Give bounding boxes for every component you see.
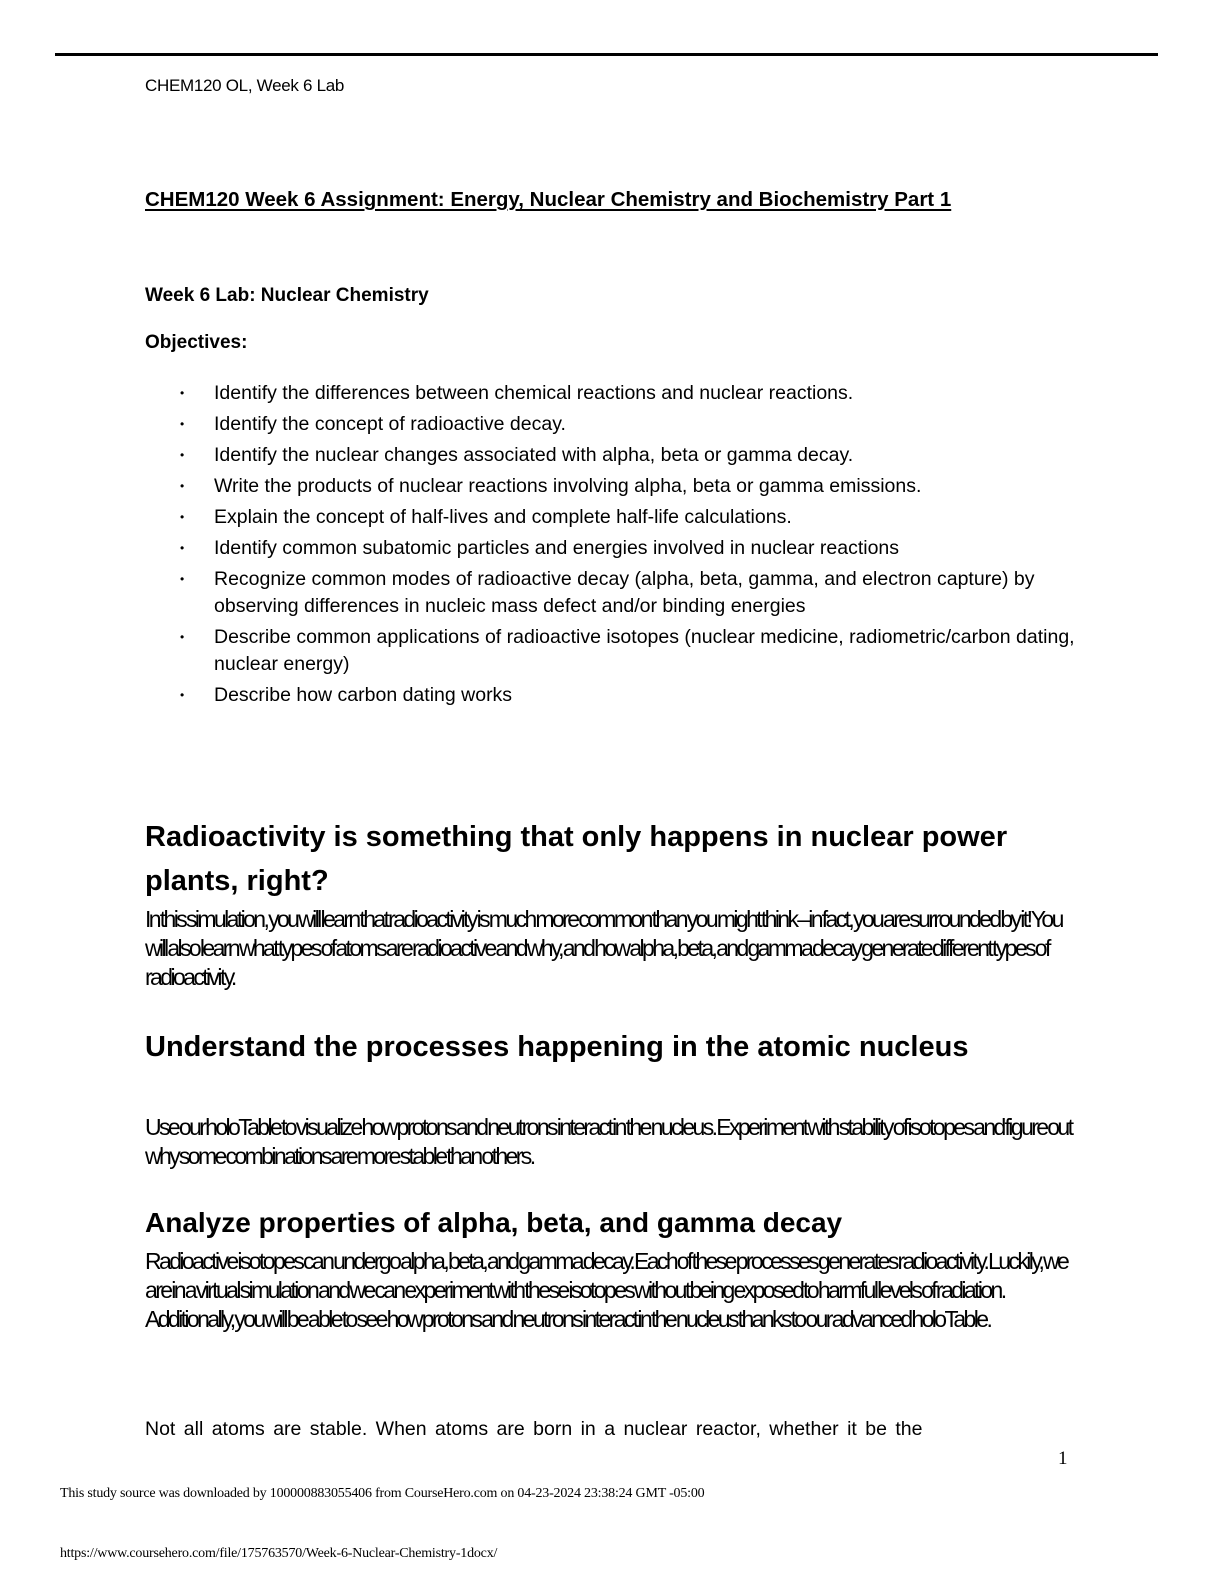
objective-text: Describe common applications of radioactive isotopes (nuclear medicine, radiometric/carbon dating, nuclear energy)	[214, 626, 1075, 675]
page-number: 1	[1058, 1448, 1068, 1469]
bullet-icon: •	[180, 572, 185, 586]
lab-title: Week 6 Lab: Nuclear Chemistry	[145, 285, 429, 306]
objective-item	[180, 624, 1080, 678]
header-rule	[55, 53, 1158, 56]
objective-text: Write the products of nuclear reactions involving alpha, beta or gamma emissions.	[214, 475, 922, 497]
objective-item	[180, 504, 1080, 531]
section-body: Use our holoTable to visualize how protons and neutrons interact in the nucleus. Experiment with stability of isotopes and figure out why some combinations are more stable than others.	[145, 1114, 1072, 1169]
objective-text: Describe how carbon dating works	[214, 684, 513, 706]
objective-item	[180, 442, 1080, 469]
bullet-icon: •	[180, 541, 185, 555]
section-body: Radioactive isotopes can undergo alpha, beta, and gamma decay. Each of these processes generates radioactivity. Luckily, we are in a virtual simulation and we can experiment with these isotopes without being exposed to harmful levels of radiation. Additionally, you will be able to see how protons and neutrons interact in the nucleus thanks to our advanced holoTable.	[145, 1248, 1068, 1332]
objective-item	[180, 535, 1080, 562]
objective-text: Explain the concept of half-lives and complete half-life calculations.	[214, 506, 792, 528]
bullet-icon: •	[180, 479, 185, 493]
section-heading: Understand the processes happening in the atomic nucleus	[145, 1031, 969, 1063]
bullet-icon: •	[180, 510, 185, 524]
objectives-list	[180, 380, 1080, 713]
objectives-label: Objectives:	[145, 332, 248, 353]
bullet-icon: •	[180, 417, 185, 431]
objective-item	[180, 380, 1080, 407]
section-heading: Radioactivity is something that only happens in nuclear power plants, right?	[145, 821, 1008, 897]
objective-item	[180, 682, 1080, 709]
objective-item	[180, 566, 1080, 620]
section-body: In this simulation, you will learn that radioactivity is much more common than you might think – in fact, you are surrounded by it! You will also learn what types of atoms are radioactive and why, and how alpha, beta, and gamma decay generate different types of radioactivity.	[145, 906, 1062, 990]
bullet-icon: •	[180, 448, 185, 462]
bullet-icon: •	[180, 386, 185, 400]
assignment-title: CHEM120 Week 6 Assignment: Energy, Nuclear Chemistry and Biochemistry Part 1	[145, 188, 952, 211]
objective-text: Identify common subatomic particles and energies involved in nuclear reactions	[214, 537, 900, 559]
bullet-icon: •	[180, 688, 185, 702]
section-heading: Analyze properties of alpha, beta, and gamma decay	[145, 1207, 843, 1238]
bullet-icon: •	[180, 630, 185, 644]
objective-text: Identify the differences between chemical reactions and nuclear reactions.	[214, 382, 854, 404]
objective-text: Recognize common modes of radioactive decay (alpha, beta, gamma, and electron capture) by observing differences in nucleic mass defect and/or binding energies	[214, 568, 1035, 617]
download-notice: This study source was downloaded by 100000883055406 from CourseHero.com on 04-23-2024 23:38:24 GMT -05:00	[60, 1486, 705, 1501]
objective-item	[180, 473, 1080, 500]
objective-item	[180, 411, 1080, 438]
objective-text: Identify the concept of radioactive decay.	[214, 413, 566, 435]
running-header: CHEM120 OL, Week 6 Lab	[145, 76, 345, 95]
body-paragraph: Not all atoms are stable. When atoms are born in a nuclear reactor, whether it be the	[145, 1418, 923, 1440]
source-url[interactable]: https://www.coursehero.com/file/175763570/Week-6-Nuclear-Chemistry-1docx/	[60, 1546, 498, 1561]
objective-text: Identify the nuclear changes associated with alpha, beta or gamma decay.	[214, 444, 854, 466]
